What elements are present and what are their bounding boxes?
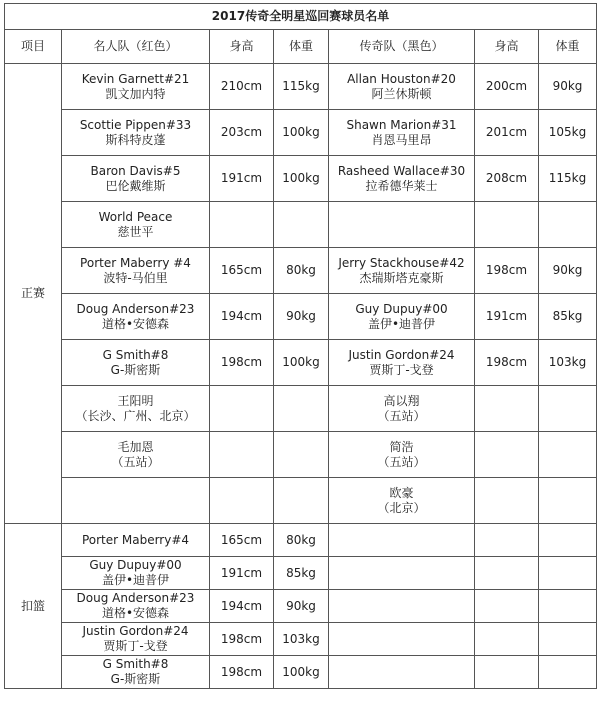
- legend-height: [475, 202, 539, 248]
- celeb-weight: 100kg: [274, 340, 329, 386]
- celeb-height: [210, 432, 274, 478]
- dunk-empty-3: [539, 557, 597, 590]
- celeb-weight: 80kg: [274, 248, 329, 294]
- dunk-height: 165cm: [210, 524, 274, 557]
- legend-player-secondary: 贾斯丁-戈登: [369, 362, 434, 377]
- celeb-player-secondary: （五站）: [111, 454, 160, 469]
- legend-height: [475, 432, 539, 478]
- dunk-player-primary: Porter Maberry#4: [81, 532, 190, 547]
- dunk-player-secondary: 道格•安德森: [101, 606, 170, 620]
- dunk-player-primary: Doug Anderson#23: [76, 591, 195, 605]
- celeb-player: [62, 294, 210, 340]
- legend-player: [329, 202, 475, 248]
- legend-player: [329, 432, 475, 478]
- legend-weight: 85kg: [539, 294, 597, 340]
- celeb-height: 198cm: [210, 340, 274, 386]
- legend-height: 191cm: [475, 294, 539, 340]
- table-row: [5, 202, 597, 248]
- legend-player-primary: 高以翔: [383, 393, 420, 408]
- celeb-player-secondary: G-斯密斯: [110, 362, 161, 377]
- roster-title: 2017传奇全明星巡回赛球员名单: [5, 4, 597, 30]
- table-row: [5, 110, 597, 156]
- header-legend-team: 传奇队（黑色）: [329, 30, 475, 64]
- legend-player-primary: Justin Gordon#24: [348, 347, 455, 362]
- legend-weight: 90kg: [539, 248, 597, 294]
- roster-table: [4, 3, 597, 689]
- legend-weight: 103kg: [539, 340, 597, 386]
- dunk-empty-1: [329, 623, 475, 656]
- dunk-player-secondary: G-斯密斯: [110, 672, 161, 686]
- celeb-player-primary: Doug Anderson#23: [76, 301, 195, 316]
- celeb-player-secondary: 斯科特皮蓬: [105, 132, 166, 147]
- legend-player-secondary: 阿兰休斯顿: [371, 86, 432, 101]
- legend-weight: 90kg: [539, 64, 597, 110]
- celeb-player-primary: G Smith#8: [102, 347, 169, 362]
- header-weight-celeb: 体重: [274, 30, 329, 64]
- celeb-player-secondary: （长沙、广州、北京）: [75, 408, 196, 423]
- legend-player: [329, 64, 475, 110]
- celeb-player: [62, 340, 210, 386]
- celeb-player: [62, 202, 210, 248]
- celeb-height: 191cm: [210, 156, 274, 202]
- table-row: [5, 156, 597, 202]
- dunk-weight: 103kg: [274, 623, 329, 656]
- dunk-empty-3: [539, 656, 597, 689]
- legend-player-primary: Guy Dupuy#00: [355, 301, 448, 316]
- legend-player-primary: Rasheed Wallace#30: [337, 163, 466, 178]
- table-row: [5, 340, 597, 386]
- dunk-empty-1: [329, 557, 475, 590]
- dunk-empty-2: [475, 623, 539, 656]
- header-height-celeb: 身高: [210, 30, 274, 64]
- celeb-player-secondary: 巴伦戴维斯: [105, 178, 166, 193]
- legend-height: 198cm: [475, 248, 539, 294]
- dunk-player: [62, 590, 210, 623]
- dunk-empty-2: [475, 557, 539, 590]
- celeb-weight: [274, 386, 329, 432]
- table-row: [5, 64, 597, 110]
- celeb-height: 165cm: [210, 248, 274, 294]
- dunk-weight: 85kg: [274, 557, 329, 590]
- section-dunk-label: 扣篮: [5, 524, 62, 689]
- celeb-player-primary: Baron Davis#5: [90, 163, 181, 178]
- celeb-height: [210, 386, 274, 432]
- dunk-height: 198cm: [210, 656, 274, 689]
- legend-player-primary: Jerry Stackhouse#42: [338, 255, 465, 270]
- celeb-player: [62, 156, 210, 202]
- legend-weight: [539, 202, 597, 248]
- dunk-player: [62, 623, 210, 656]
- celeb-weight: 115kg: [274, 64, 329, 110]
- dunk-player: [62, 656, 210, 689]
- legend-player-secondary: 肖恩马里昂: [371, 132, 432, 147]
- celeb-height: 210cm: [210, 64, 274, 110]
- legend-player-primary: 简浩: [389, 439, 414, 454]
- legend-height: [475, 386, 539, 432]
- legend-player: [329, 248, 475, 294]
- dunk-empty-3: [539, 524, 597, 557]
- legend-player-secondary: （五站）: [377, 408, 426, 423]
- legend-player-secondary: 盖伊•迪普伊: [367, 316, 436, 331]
- table-row: [5, 656, 597, 689]
- legend-player-secondary: 拉希德华莱士: [365, 178, 438, 193]
- legend-height: 201cm: [475, 110, 539, 156]
- dunk-player: [62, 524, 210, 557]
- celeb-player-primary: 王阳明: [117, 393, 154, 408]
- dunk-empty-1: [329, 590, 475, 623]
- legend-player: [329, 156, 475, 202]
- legend-player-secondary: （五站）: [377, 454, 426, 469]
- celeb-player: [62, 110, 210, 156]
- legend-weight: [539, 478, 597, 524]
- celeb-weight: 100kg: [274, 156, 329, 202]
- table-row: [5, 478, 597, 524]
- legend-weight: 115kg: [539, 156, 597, 202]
- header-height-legend: 身高: [475, 30, 539, 64]
- dunk-height: 191cm: [210, 557, 274, 590]
- dunk-empty-3: [539, 623, 597, 656]
- celeb-height: 194cm: [210, 294, 274, 340]
- legend-player-secondary: （北京）: [377, 500, 426, 515]
- legend-height: 198cm: [475, 340, 539, 386]
- header-celeb-team: 名人队（红色）: [62, 30, 210, 64]
- celeb-player-primary: Porter Maberry #4: [80, 255, 191, 270]
- dunk-player-primary: G Smith#8: [102, 657, 169, 671]
- celeb-weight: 100kg: [274, 110, 329, 156]
- celeb-height: [210, 202, 274, 248]
- table-row: [5, 294, 597, 340]
- celeb-height: [210, 478, 274, 524]
- dunk-empty-2: [475, 590, 539, 623]
- legend-player-primary: 欧豪: [389, 485, 414, 500]
- celeb-height: 203cm: [210, 110, 274, 156]
- dunk-player-secondary: 贾斯丁-戈登: [103, 639, 168, 653]
- celeb-player-primary: World Peace: [98, 209, 173, 224]
- dunk-empty-2: [475, 656, 539, 689]
- legend-weight: 105kg: [539, 110, 597, 156]
- celeb-player: [62, 478, 210, 524]
- celeb-weight: [274, 432, 329, 478]
- celeb-player: [62, 432, 210, 478]
- celeb-player: [62, 248, 210, 294]
- dunk-player-secondary: 盖伊•迪普伊: [101, 573, 170, 587]
- table-row: [5, 248, 597, 294]
- table-row: [5, 623, 597, 656]
- header-row: [5, 30, 597, 64]
- celeb-weight: 90kg: [274, 294, 329, 340]
- legend-height: 208cm: [475, 156, 539, 202]
- header-weight-legend: 体重: [539, 30, 597, 64]
- header-category: 项目: [5, 30, 62, 64]
- dunk-empty-3: [539, 590, 597, 623]
- celeb-player: [62, 386, 210, 432]
- legend-player: [329, 478, 475, 524]
- celeb-player-secondary: 慈世平: [117, 224, 154, 239]
- table-row: [5, 557, 597, 590]
- dunk-height: 194cm: [210, 590, 274, 623]
- table-row: [5, 432, 597, 478]
- legend-player-secondary: 杰瑞斯塔克豪斯: [359, 270, 444, 285]
- table-row: [5, 590, 597, 623]
- celeb-player-primary: Scottie Pippen#33: [79, 117, 192, 132]
- legend-height: 200cm: [475, 64, 539, 110]
- dunk-empty-2: [475, 524, 539, 557]
- celeb-weight: [274, 478, 329, 524]
- celeb-weight: [274, 202, 329, 248]
- celeb-player-secondary: 道格•安德森: [101, 316, 170, 331]
- legend-player: [329, 340, 475, 386]
- legend-player-primary: Allan Houston#20: [347, 71, 456, 86]
- dunk-player: [62, 557, 210, 590]
- celeb-player-primary: 毛加恩: [117, 439, 154, 454]
- celeb-player-secondary: 凯文加内特: [105, 86, 166, 101]
- dunk-player-primary: Guy Dupuy#00: [89, 558, 182, 572]
- legend-weight: [539, 432, 597, 478]
- dunk-weight: 100kg: [274, 656, 329, 689]
- dunk-empty-1: [329, 656, 475, 689]
- celeb-player-primary: Kevin Garnett#21: [81, 71, 190, 86]
- legend-player: [329, 386, 475, 432]
- celeb-player-secondary: 波特-马伯里: [103, 270, 168, 285]
- dunk-weight: 80kg: [274, 524, 329, 557]
- dunk-empty-1: [329, 524, 475, 557]
- legend-player-primary: Shawn Marion#31: [346, 117, 457, 132]
- legend-player: [329, 110, 475, 156]
- legend-weight: [539, 386, 597, 432]
- section-main-label: 正赛: [5, 64, 62, 524]
- celeb-player: [62, 64, 210, 110]
- dunk-player-primary: Justin Gordon#24: [82, 624, 189, 638]
- legend-height: [475, 478, 539, 524]
- table-row: [5, 524, 597, 557]
- dunk-weight: 90kg: [274, 590, 329, 623]
- dunk-height: 198cm: [210, 623, 274, 656]
- legend-player: [329, 294, 475, 340]
- table-row: [5, 386, 597, 432]
